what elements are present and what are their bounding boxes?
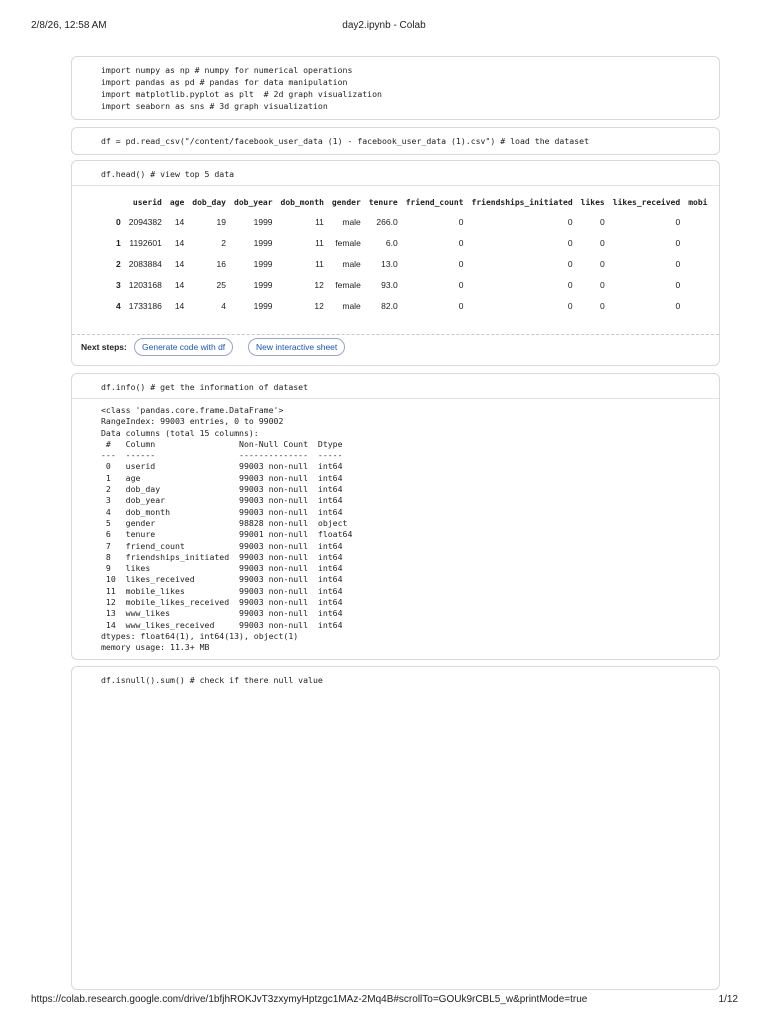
print-header-date: 2/8/26, 12:58 AM bbox=[31, 20, 107, 31]
row-index: 4 bbox=[116, 300, 121, 311]
table-row bbox=[112, 232, 711, 253]
table-cell bbox=[684, 232, 711, 253]
table-cell: 0 bbox=[600, 216, 605, 227]
table-cell: 4 bbox=[221, 300, 226, 311]
table-cell: 14 bbox=[174, 300, 185, 311]
table-cell: 0 bbox=[567, 300, 573, 311]
next-steps-label: Next steps: bbox=[81, 342, 127, 352]
table-cell: 25 bbox=[216, 279, 226, 290]
code-cell-info[interactable] bbox=[71, 373, 720, 660]
table-cell: 1999 bbox=[253, 279, 273, 290]
print-header-title: day2.ipynb - Colab bbox=[342, 20, 426, 31]
row-index: 3 bbox=[116, 279, 121, 290]
df-column-header: gender bbox=[331, 198, 361, 207]
table-cell bbox=[684, 211, 711, 232]
row-index: 2 bbox=[116, 258, 121, 269]
table-cell: 0 bbox=[675, 216, 681, 227]
code-isnull[interactable]: df.isnull().sum() # check if there null value bbox=[101, 675, 323, 685]
table-row bbox=[112, 253, 711, 274]
generate-code-button[interactable]: Generate code with df bbox=[134, 338, 233, 356]
print-footer-url: https://colab.research.google.com/drive/1bfjhROKJvT3zxymyHptzgc1MAz-2Mq4B#scrollTo=GOUk9rCBL5_w&printMode=true bbox=[31, 994, 588, 1005]
table-cell: 0 bbox=[600, 279, 605, 290]
table-cell: 11 bbox=[315, 237, 324, 248]
table-cell: 1203168 bbox=[128, 279, 162, 290]
table-cell: 0 bbox=[675, 258, 681, 269]
table-cell: 0 bbox=[600, 258, 605, 269]
table-cell: 1999 bbox=[253, 216, 273, 227]
table-cell: 14 bbox=[174, 258, 185, 269]
table-cell: female bbox=[335, 279, 361, 290]
df-column-header: dob_day bbox=[192, 198, 226, 207]
table-cell: 14 bbox=[174, 216, 185, 227]
df-column-header: tenure bbox=[368, 198, 398, 207]
table-cell: 1999 bbox=[253, 300, 273, 311]
table-cell: 2083884 bbox=[128, 258, 162, 269]
table-cell: 1192601 bbox=[129, 237, 162, 248]
code-head[interactable]: df.head() # view top 5 data bbox=[101, 169, 235, 179]
table-cell: male bbox=[342, 300, 361, 311]
table-cell: 0 bbox=[675, 237, 681, 248]
table-cell: 82.0 bbox=[381, 300, 398, 311]
code-info[interactable]: df.info() # get the information of dataset bbox=[101, 382, 309, 392]
code-imports[interactable]: import numpy as np # numpy for numerical operations import pandas as pd # pandas for data manipulation import matplotlib.pyplot as plt # 2d graph visualization import seaborn as sns # 3d graph visualization bbox=[101, 65, 382, 111]
table-cell: 0 bbox=[458, 237, 464, 248]
table-cell: 12 bbox=[314, 300, 324, 311]
table-cell: 13.0 bbox=[381, 258, 398, 269]
df-column-header: dob_year bbox=[234, 198, 273, 207]
dataframe-output bbox=[112, 194, 719, 314]
table-cell bbox=[684, 295, 711, 314]
code-read-csv[interactable]: df = pd.read_csv("/content/facebook_user_data (1) - facebook_user_data (1).csv") # load the dataset bbox=[101, 136, 589, 146]
dataframe-table bbox=[112, 194, 711, 314]
table-cell: 266.0 bbox=[376, 216, 398, 227]
new-interactive-sheet-button[interactable]: New interactive sheet bbox=[248, 338, 345, 356]
table-cell: 6.0 bbox=[385, 237, 398, 248]
table-cell: 2 bbox=[221, 237, 226, 248]
df-column-header: dob_month bbox=[280, 198, 324, 207]
table-cell: male bbox=[342, 216, 361, 227]
table-cell: female bbox=[335, 237, 361, 248]
table-cell: 0 bbox=[567, 237, 573, 248]
table-cell: 1999 bbox=[253, 258, 273, 269]
table-cell: 0 bbox=[675, 279, 681, 290]
table-cell bbox=[684, 253, 711, 274]
table-cell: 12 bbox=[314, 279, 324, 290]
row-index: 0 bbox=[116, 216, 121, 227]
df-column-header: likes bbox=[580, 198, 605, 207]
df-column-header: friend_count bbox=[405, 198, 464, 207]
table-cell: 0 bbox=[567, 216, 573, 227]
table-cell: 0 bbox=[567, 258, 573, 269]
table-cell bbox=[684, 274, 711, 295]
table-cell: male bbox=[342, 258, 361, 269]
df-column-header: userid bbox=[132, 198, 162, 207]
table-cell: 0 bbox=[458, 258, 464, 269]
table-cell: 0 bbox=[567, 279, 573, 290]
table-cell: 93.0 bbox=[381, 279, 398, 290]
table-cell: 1999 bbox=[253, 237, 273, 248]
table-cell: 14 bbox=[174, 237, 185, 248]
table-cell: 2094382 bbox=[128, 216, 162, 227]
code-cell-read-csv[interactable] bbox=[71, 127, 720, 155]
table-cell: 19 bbox=[216, 216, 226, 227]
table-cell: 0 bbox=[458, 216, 464, 227]
table-cell: 11 bbox=[315, 216, 324, 227]
table-cell: 11 bbox=[315, 258, 324, 269]
table-cell: 16 bbox=[216, 258, 226, 269]
df-column-header: likes_received bbox=[612, 198, 681, 207]
table-row bbox=[112, 295, 711, 314]
table-row bbox=[112, 211, 711, 232]
row-index: 1 bbox=[116, 237, 121, 248]
code-cell-head[interactable] bbox=[71, 160, 720, 366]
table-cell: 0 bbox=[600, 237, 605, 248]
df-column-header: age bbox=[169, 198, 185, 207]
table-cell: 1733186 bbox=[128, 300, 162, 311]
code-cell-imports[interactable] bbox=[71, 56, 720, 120]
table-row bbox=[112, 274, 711, 295]
print-footer-page: 1/12 bbox=[718, 994, 738, 1005]
df-column-header bbox=[112, 194, 125, 211]
code-cell-isnull[interactable] bbox=[71, 666, 720, 990]
table-cell: 0 bbox=[675, 300, 681, 311]
info-output: <class 'pandas.core.frame.DataFrame'> RangeIndex: 99003 entries, 0 to 99002 Data columns (total 15 columns): # Column Non-Null Count Dtype --- ------ -------------- ----- 0 userid 99003 non-null int64 1 age 99003 non-null int64 2 dob_day 99003 non-null int64 3 dob_year 99003 non-null int64 4 dob_month 99003 non-null int64 5 gender 98828 non-null object 6 tenure 99001 non-null float64 7 friend_count 99003 non-null int64 8 friendships_initiated 99003 non-null int64 9 likes 99003 non-null int64 10 likes_received 99003 non-null int64 11 mobile_likes 99003 non-null int64 12 mobile_likes_received 99003 non-null int64 13 www_likes 99003 non-null int64 14 www_likes_received 99003 non-null int64 dtypes: float64(1), int64(13), object(1) memory usage: 11.3+ MB bbox=[101, 405, 353, 653]
table-cell: 0 bbox=[458, 300, 464, 311]
df-column-header: mobi bbox=[688, 198, 708, 207]
df-column-header: friendships_initiated bbox=[471, 198, 573, 207]
table-cell: 14 bbox=[174, 279, 185, 290]
table-cell: 0 bbox=[600, 300, 605, 311]
table-cell: 0 bbox=[458, 279, 464, 290]
